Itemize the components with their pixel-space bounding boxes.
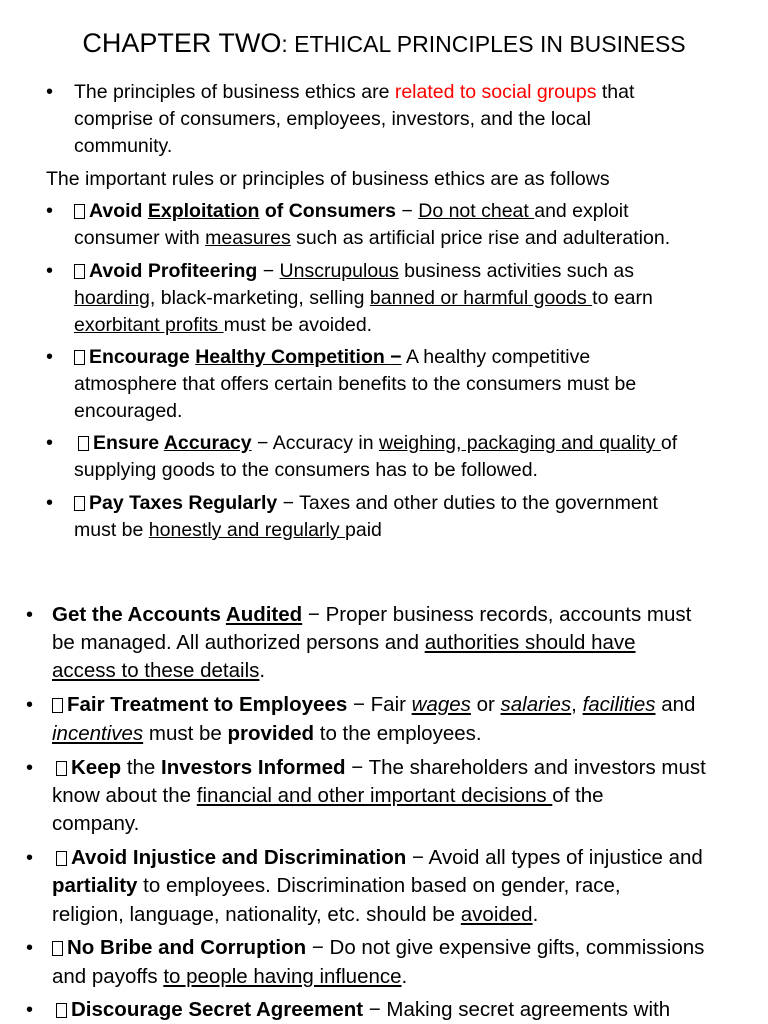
item-profiteering: Avoid Profiteering − Unscrupulous business activities such as bbox=[74, 257, 634, 285]
item-investors: Keep the Investors Informed − The shareholders and investors must bbox=[56, 753, 706, 782]
intro-line-3: community. bbox=[74, 135, 173, 157]
bullet-icon: • bbox=[26, 999, 34, 1021]
bullet-icon: • bbox=[46, 346, 54, 368]
item-exploitation: Avoid Exploitation of Consumers − Do not cheat and exploit bbox=[74, 197, 629, 225]
item-competition-line-2: atmosphere that offers certain benefits to the consumers must be bbox=[74, 373, 637, 395]
missing-glyph-icon bbox=[78, 436, 89, 451]
item-fair-treatment-line-2: incentives must be provided to the employees. bbox=[52, 722, 482, 745]
missing-glyph-icon bbox=[74, 350, 85, 365]
bullet-icon: • bbox=[46, 260, 54, 282]
item-competition: Encourage Healthy Competition − A healthy competitive bbox=[74, 343, 590, 371]
item-audited-line-2: be managed. All authorized persons and authorities should have bbox=[52, 631, 636, 654]
item-audited-line-3: access to these details. bbox=[52, 659, 266, 682]
item-secret-agreement: Discourage Secret Agreement − Making secret agreements with bbox=[56, 995, 670, 1024]
bullet-icon: • bbox=[26, 847, 34, 869]
chapter-label: CHAPTER TWO bbox=[82, 28, 282, 58]
item-bribe: No Bribe and Corruption − Do not give expensive gifts, commissions bbox=[52, 933, 704, 962]
item-competition-line-3: encouraged. bbox=[74, 400, 183, 422]
item-investors-line-2: know about the financial and other important decisions of the bbox=[52, 784, 604, 807]
item-injustice: Avoid Injustice and Discrimination − Avoid all types of injustice and bbox=[56, 843, 703, 872]
bullet-icon: • bbox=[46, 200, 54, 222]
lead-text: The important rules or principles of business ethics are as follows bbox=[46, 168, 610, 190]
page-title bbox=[0, 28, 768, 59]
missing-glyph-icon bbox=[74, 264, 85, 279]
item-investors-line-3: company. bbox=[52, 812, 140, 835]
item-accuracy-line-2: supplying goods to the consumers has to be followed. bbox=[74, 459, 538, 481]
item-profiteering-line-2: hoarding, black-marketing, selling banned or harmful goods to earn bbox=[74, 287, 653, 309]
item-taxes-line-2: must be honestly and regularly paid bbox=[74, 519, 382, 541]
bullet-icon: • bbox=[46, 492, 54, 514]
item-audited: Get the Accounts Audited − Proper business records, accounts must bbox=[52, 603, 692, 626]
intro-line-1: The principles of business ethics are related to social groups that bbox=[74, 81, 635, 103]
intro-line-2: comprise of consumers, employees, investors, and the local bbox=[74, 108, 591, 130]
bullet-icon: • bbox=[46, 81, 54, 103]
item-profiteering-line-3: exorbitant profits must be avoided. bbox=[74, 314, 373, 336]
bullet-icon: • bbox=[26, 937, 34, 959]
item-injustice-line-3: religion, language, nationality, etc. should be avoided. bbox=[52, 903, 539, 926]
missing-glyph-icon bbox=[74, 204, 85, 219]
missing-glyph-icon bbox=[56, 761, 67, 776]
item-injustice-line-2: partiality to employees. Discrimination based on gender, race, bbox=[52, 874, 621, 897]
bullet-icon: • bbox=[46, 432, 54, 454]
missing-glyph-icon bbox=[74, 496, 85, 511]
missing-glyph-icon bbox=[56, 851, 67, 866]
chapter-subtitle: : ETHICAL PRINCIPLES IN BUSINESS bbox=[281, 31, 686, 57]
missing-glyph-icon bbox=[56, 1003, 67, 1018]
highlight-text: related to social groups bbox=[394, 81, 597, 103]
item-accuracy: Ensure Accuracy − Accuracy in weighing, packaging and quality of bbox=[78, 429, 677, 457]
item-fair-treatment: Fair Treatment to Employees − Fair wages or salaries, facilities and bbox=[52, 690, 695, 719]
missing-glyph-icon bbox=[52, 941, 63, 956]
bullet-icon: • bbox=[26, 604, 34, 626]
missing-glyph-icon bbox=[52, 698, 63, 713]
bullet-icon: • bbox=[26, 757, 34, 779]
item-bribe-line-2: and payoffs to people having influence. bbox=[52, 965, 408, 988]
item-taxes: Pay Taxes Regularly − Taxes and other duties to the government bbox=[74, 489, 658, 517]
bullet-icon: • bbox=[26, 694, 34, 716]
item-exploitation-line-2: consumer with measures such as artificial price rise and adulteration. bbox=[74, 227, 671, 249]
